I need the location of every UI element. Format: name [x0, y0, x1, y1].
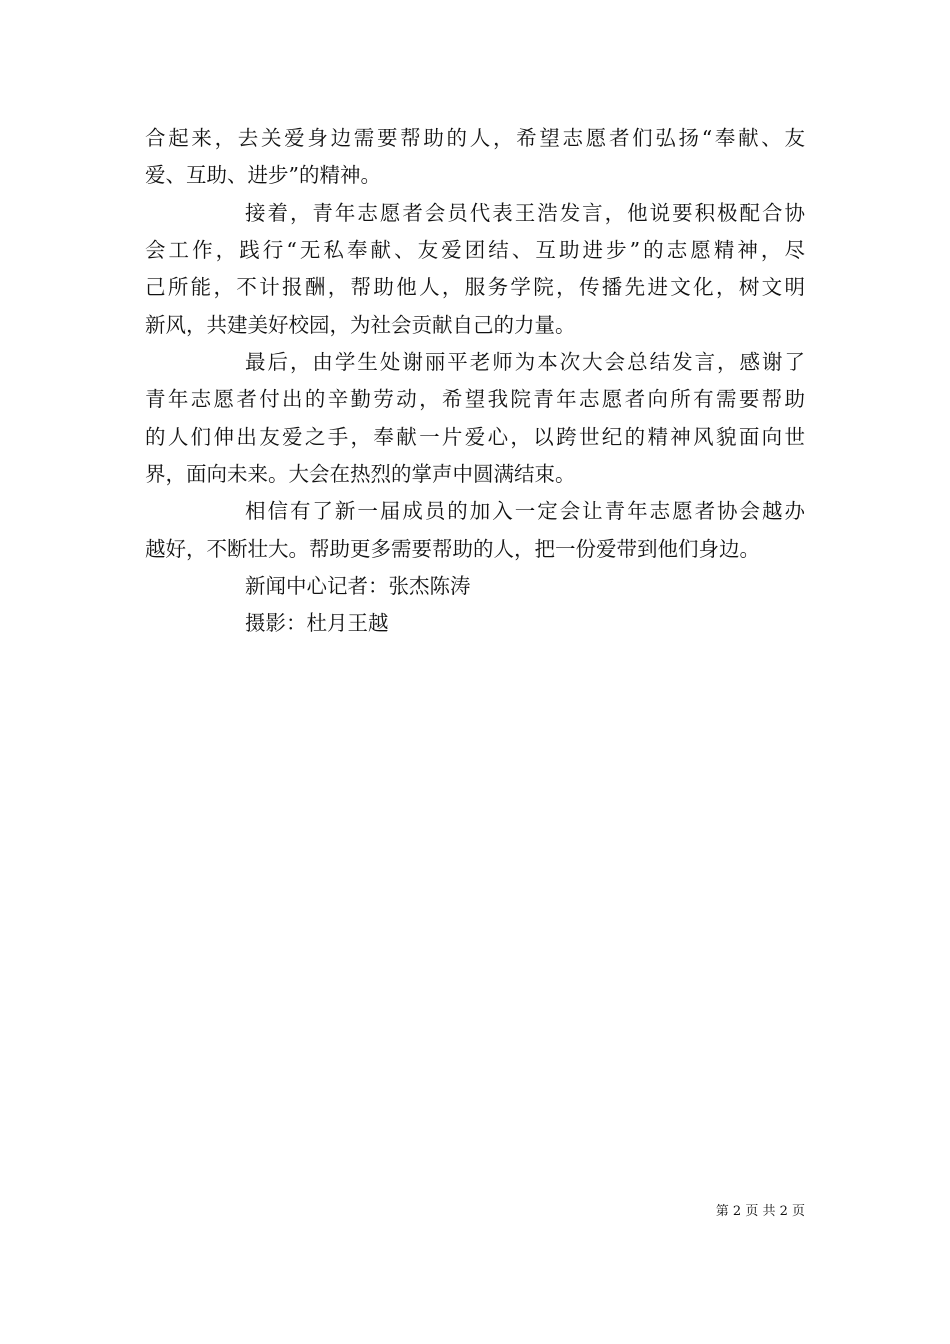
paragraph-line: 爱、互助、进步”的精神。 [145, 163, 381, 187]
paragraph-line: 己所能，不计报酬，帮助他人，服务学院，传播先进文化，树文明 [145, 275, 805, 299]
paragraph-line: 界，面向未来。大会在热烈的掌声中圆满结束。 [145, 462, 576, 486]
paragraph-line: 会工作，践行“无私奉献、友爱团结、互助进步”的志愿精神，尽 [145, 238, 805, 262]
paragraph-line: 合起来，去关爱身边需要帮助的人，希望志愿者们弘扬“奉献、友 [145, 126, 805, 150]
reporter-credit: 新闻中心记者：张杰陈涛 [245, 574, 471, 598]
paragraph-line: 的人们伸出友爱之手，奉献一片爱心，以跨世纪的精神风貌面向世 [145, 425, 805, 449]
paragraph-line: 越好，不断壮大。帮助更多需要帮助的人，把一份爱带到他们身边。 [145, 537, 760, 561]
paragraph-line: 最后，由学生处谢丽平老师为本次大会总结发言，感谢了 [245, 350, 805, 374]
paragraph-line: 青年志愿者付出的辛勤劳动，希望我院青年志愿者向所有需要帮助 [145, 387, 805, 411]
paragraph-line: 相信有了新一届成员的加入一定会让青年志愿者协会越办 [245, 499, 805, 523]
page-number: 第 2 页 共 2 页 [715, 1204, 805, 1219]
photography-credit: 摄影：杜月王越 [245, 611, 389, 635]
paragraph-line: 新风，共建美好校园，为社会贡献自己的力量。 [145, 313, 576, 337]
paragraph-line: 接着，青年志愿者会员代表王浩发言，他说要积极配合协 [245, 201, 805, 225]
